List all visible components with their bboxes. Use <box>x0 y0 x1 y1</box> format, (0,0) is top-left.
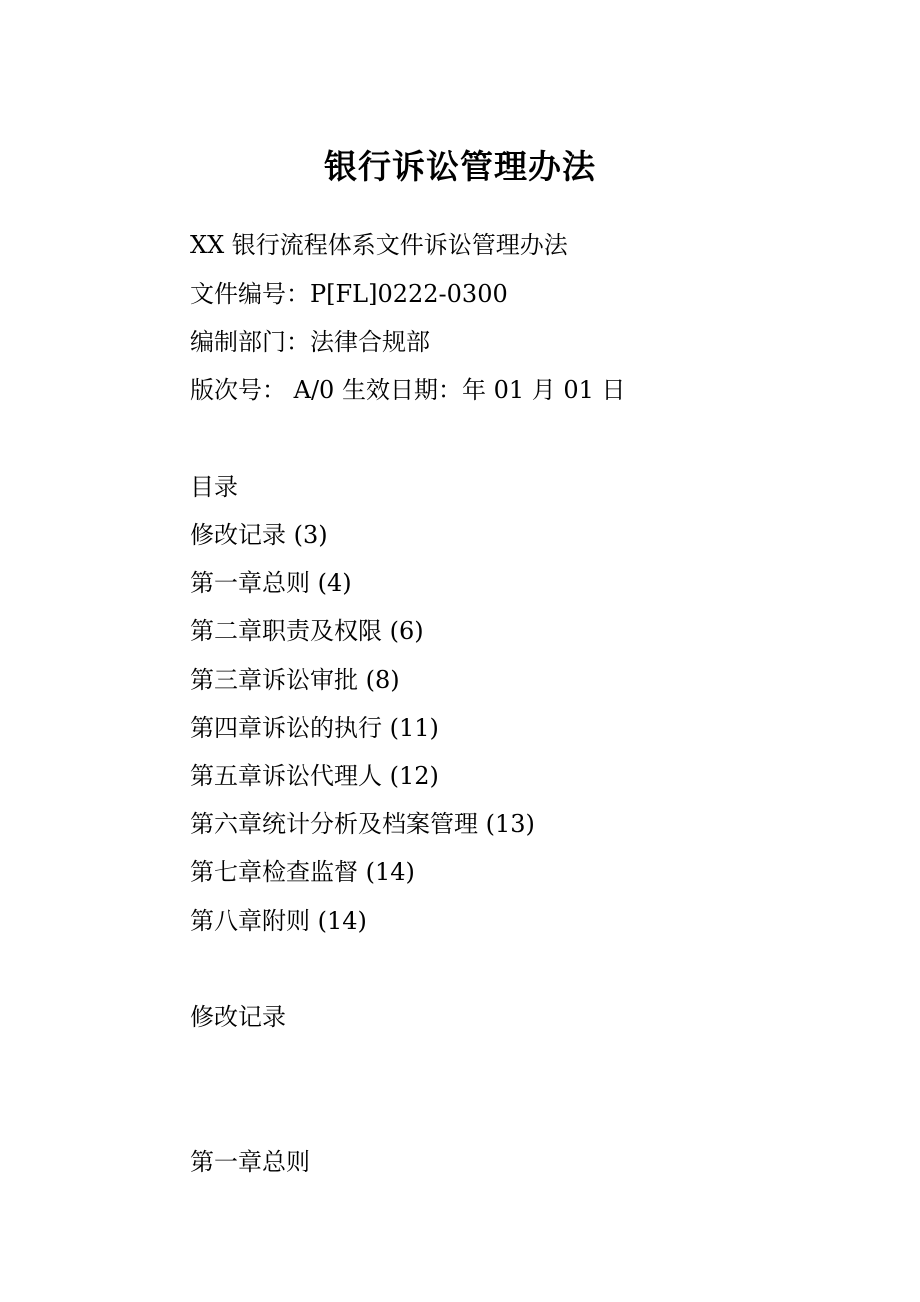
document-title: 银行诉讼管理办法 <box>324 147 596 186</box>
toc-item[interactable]: 第三章诉讼审批 (8) <box>190 666 400 694</box>
toc-item[interactable]: 第五章诉讼代理人 (12) <box>190 762 439 790</box>
toc-item[interactable]: 第七章检查监督 (14) <box>190 858 415 886</box>
toc-item[interactable]: 第一章总则 (4) <box>190 569 352 597</box>
toc-item[interactable]: 修改记录 (3) <box>190 521 328 549</box>
document-subtitle: XX 银行流程体系文件诉讼管理办法 <box>190 231 568 259</box>
toc-item[interactable]: 第八章附则 (14) <box>190 907 367 935</box>
toc-heading: 目录 <box>190 473 238 501</box>
chapter-one-heading: 第一章总则 <box>190 1148 310 1176</box>
document-number: 文件编号：P[FL]0222-0300 <box>190 280 508 308</box>
document-version: 版次号： A/0 生效日期：年 01 月 01 日 <box>190 376 626 404</box>
document-department: 编制部门：法律合规部 <box>190 328 430 356</box>
toc-item[interactable]: 第二章职责及权限 (6) <box>190 617 424 645</box>
revision-record-heading: 修改记录 <box>190 1003 286 1031</box>
toc-item[interactable]: 第四章诉讼的执行 (11) <box>190 714 439 742</box>
toc-item[interactable]: 第六章统计分析及档案管理 (13) <box>190 810 535 838</box>
